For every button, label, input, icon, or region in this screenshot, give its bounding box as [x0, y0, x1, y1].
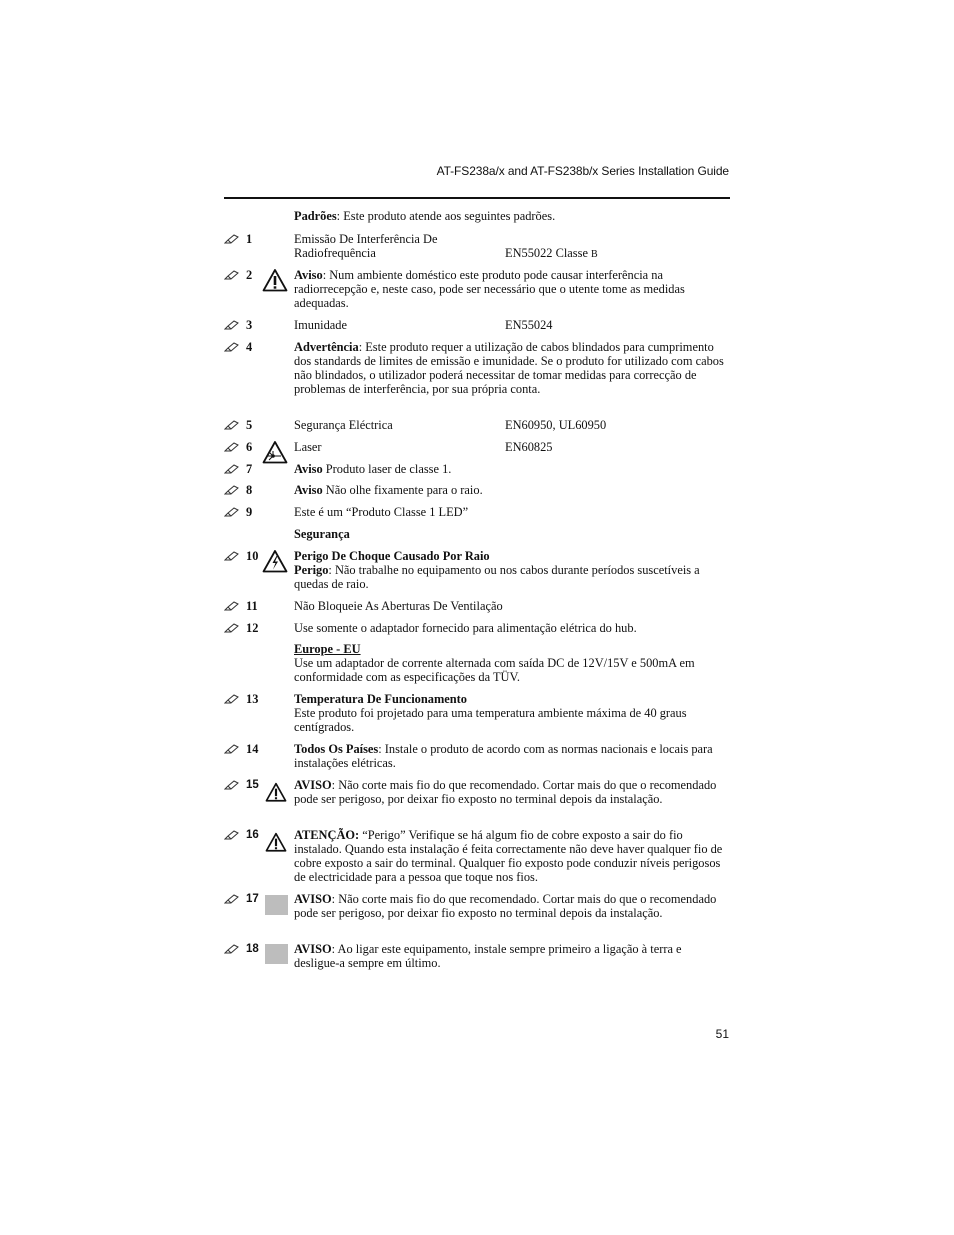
item-number: 10 — [246, 549, 259, 563]
item-number: 14 — [246, 742, 259, 756]
item-text: Use somente o adaptador fornecido para alimentação elétrica do hub. — [294, 621, 637, 635]
pencil-mark-icon — [224, 601, 240, 611]
standard-code: EN55022 Classe B — [505, 246, 598, 260]
pencil-mark-icon — [224, 420, 240, 430]
document-page: AT-FS238a/x and AT-FS238b/x Series Installation Guide Padrões: Este produto atende aos seguintes padrões. 1 Emissão De Interferência De Radiofrequência EN55022 Classe B 2 Aviso: Num ambiente doméstico este produto pode causar interferência na radiorrecepção e, neste caso, pode ser necessário que o utente tome as medidas adequadas. 3 Imunidade EN55024 4 Advertência: Este produto requer a utilização de cabos blindados para cumprimento dos standards de limites de emissão e imunidade. Se o produto for utilizado com cabos não blindados, o utilizador poderá necessitar de tomar medidas para correcção de problemas de interferência, por sua própria conta. 5 Segurança Eléctrica EN60950, UL60950 6 Laser EN60825 7 Aviso Produto laser de classe 1. 8 Aviso Não olhe fixamente para o raio. 9 Este é um “Produto Classe 1 LED” Segurança 10 Perigo De Choque Causado Por Raio Perigo: Não trabalhe no equipamento ou nos cabos durante períodos suscetíveis a quedas de raio. 11 Não Bloqueie As Aberturas De Ventilação 12 Use somente o adaptador fornecido para alimentação elétrica do hub. Europe - EU Use um adaptador de corrente alternada com saída DC de 12V/15V e 500mA em conformidade com as especificações da TÜV. 13 Temperatura De Funcionamento Este produto foi projetado para uma temperatura ambiente máxima de 40 graus centígrados. 14 Todos Os Países: Instale o produto de acordo com as normas nacionais e locais para instalações elétricas. 15 AVISO: Não corte mais fio do que recomendado. Cortar mais do que o recomendado pode ser perigoso, por deixar fio exposto no terminal depois da instalação. 16 ATENÇÃO: “Perigo” Verifique se há algum fio de cobre exposto a sair do fio instalado. Quando esta instalação é feita correctamente não deve haver qualquer fio de cobre exposto a sair do terminal. Qualquer fio exposto pode conduzir níveis perigosos de electricidade para a pessoa que toque nos fios. 17 AVISO: Não corte mais fio do que recomendado. Cortar mais do que o recomendado pode ser perigoso, por deixar fio exposto no terminal depois da instalação. 18 AVISO: Ao ligar este equipamento, instale sempre primeiro a ligação à terra e desligue-a sempre em último. 51 — [0, 0, 954, 1235]
standard-name: Imunidade — [294, 318, 347, 332]
item-text: Não Bloqueie As Aberturas De Ventilação — [294, 599, 503, 613]
item-text: AVISO: Não corte mais fio do que recomendado. Cortar mais do que o recomendado pode ser perigoso, por deixar fio exposto no terminal depois da instalação. — [294, 778, 717, 806]
pencil-mark-icon — [224, 894, 240, 904]
pencil-mark-icon — [224, 744, 240, 754]
item-text: ATENÇÃO: “Perigo” Verifique se há algum fio de cobre exposto a sair do fio instalado. Quando esta instalação é feita correctamente não deve haver qualquer fio de cobre exposto a sair do terminal. Qualquer fio exposto pode conduzir níveis perigosos de electricidade para a pessoa que toque nos fios. — [294, 828, 723, 884]
standard-code: EN55024 — [505, 318, 553, 332]
laser-warning-icon — [262, 440, 288, 464]
pencil-mark-icon — [224, 694, 240, 704]
pencil-mark-icon — [224, 780, 240, 790]
item-text: Perigo De Choque Causado Por Raio Perigo: Não trabalhe no equipamento ou nos cabos durante períodos suscetíveis a quedas de raio. — [294, 549, 700, 591]
item-text: Aviso Produto laser de classe 1. — [294, 462, 452, 476]
running-header: AT-FS238a/x and AT-FS238b/x Series Installation Guide — [436, 164, 729, 178]
item-text: Todos Os Países: Instale o produto de acordo com as normas nacionais e locais para instalações elétricas. — [294, 742, 713, 770]
pencil-mark-icon — [224, 485, 240, 495]
standard-code: EN60950, UL60950 — [505, 418, 607, 432]
item-text: Advertência: Este produto requer a utilização de cabos blindados para cumprimento dos standards de limites de emissão e imunidade. Se o produto for utilizado com cabos não blindados, o utilizador poderá necessitar de tomar medidas para correcção de problemas de interferência, por sua própria conta. — [294, 340, 724, 396]
warning-triangle-icon — [262, 268, 288, 292]
page-number: 51 — [715, 1027, 729, 1041]
intro-label: Padrões — [294, 209, 337, 223]
item-text: Temperatura De Funcionamento Este produto foi projetado para uma temperatura ambiente máxima de 40 graus centígrados. — [294, 692, 687, 734]
item-number: 17 — [246, 893, 259, 905]
pencil-mark-icon — [224, 234, 240, 244]
pencil-mark-icon — [224, 551, 240, 561]
item-number: 2 — [246, 268, 253, 282]
item-text: Aviso Não olhe fixamente para o raio. — [294, 483, 483, 497]
item-number: 1 — [246, 232, 253, 246]
item-number: 6 — [246, 440, 253, 454]
item-number: 8 — [246, 483, 253, 497]
item-number: 11 — [246, 599, 258, 613]
pencil-mark-icon — [224, 270, 240, 280]
pencil-mark-icon — [224, 342, 240, 352]
item-number: 5 — [246, 418, 253, 432]
header-rule — [224, 197, 730, 199]
pencil-mark-icon — [224, 464, 240, 474]
standard-code: EN60825 — [505, 440, 553, 454]
pencil-mark-icon — [224, 623, 240, 633]
standard-name: Emissão De Interferência De Radiofrequência — [294, 232, 438, 260]
item-number: 15 — [246, 779, 259, 791]
item-number: 12 — [246, 621, 259, 635]
item-number: 13 — [246, 692, 259, 706]
item-number: 3 — [246, 318, 253, 332]
standard-name: Laser — [294, 440, 322, 454]
pencil-mark-icon — [224, 442, 240, 452]
warning-triangle-icon — [265, 832, 287, 852]
pencil-mark-icon — [224, 507, 240, 517]
item-text: AVISO: Não corte mais fio do que recomendado. Cortar mais do que o recomendado pode ser perigoso, por deixar fio exposto no terminal depois da instalação. — [294, 892, 717, 920]
pencil-mark-icon — [224, 944, 240, 954]
item-number: 4 — [246, 340, 253, 354]
pencil-mark-icon — [224, 830, 240, 840]
warning-triangle-icon — [265, 782, 287, 802]
item-number: 16 — [246, 829, 259, 841]
item-text: AVISO: Ao ligar este equipamento, instale sempre primeiro a ligação à terra e desligue-a sempre em último. — [294, 942, 682, 970]
europe-text: Use um adaptador de corrente alternada com saída DC de 12V/15V e 500mA em conformidade com as especificações da TÜV. — [294, 656, 695, 684]
intro-text: : Este produto atende aos seguintes padrões. — [336, 209, 556, 223]
europe-heading: Europe - EU — [294, 642, 361, 656]
standard-name: Segurança Eléctrica — [294, 418, 393, 432]
item-number: 9 — [246, 505, 253, 519]
pencil-mark-icon — [224, 320, 240, 330]
item-number: 7 — [246, 462, 253, 476]
item-text: Aviso: Num ambiente doméstico este produto pode causar interferência na radiorrecepção e, neste caso, pode ser necessário que o utente tome as medidas adequadas. — [294, 268, 685, 310]
gray-placeholder-icon — [265, 895, 288, 915]
item-text: Este é um “Produto Classe 1 LED” — [294, 505, 469, 519]
gray-placeholder-icon — [265, 944, 288, 964]
item-number: 18 — [246, 943, 259, 955]
electric-shock-warning-icon — [262, 549, 288, 573]
